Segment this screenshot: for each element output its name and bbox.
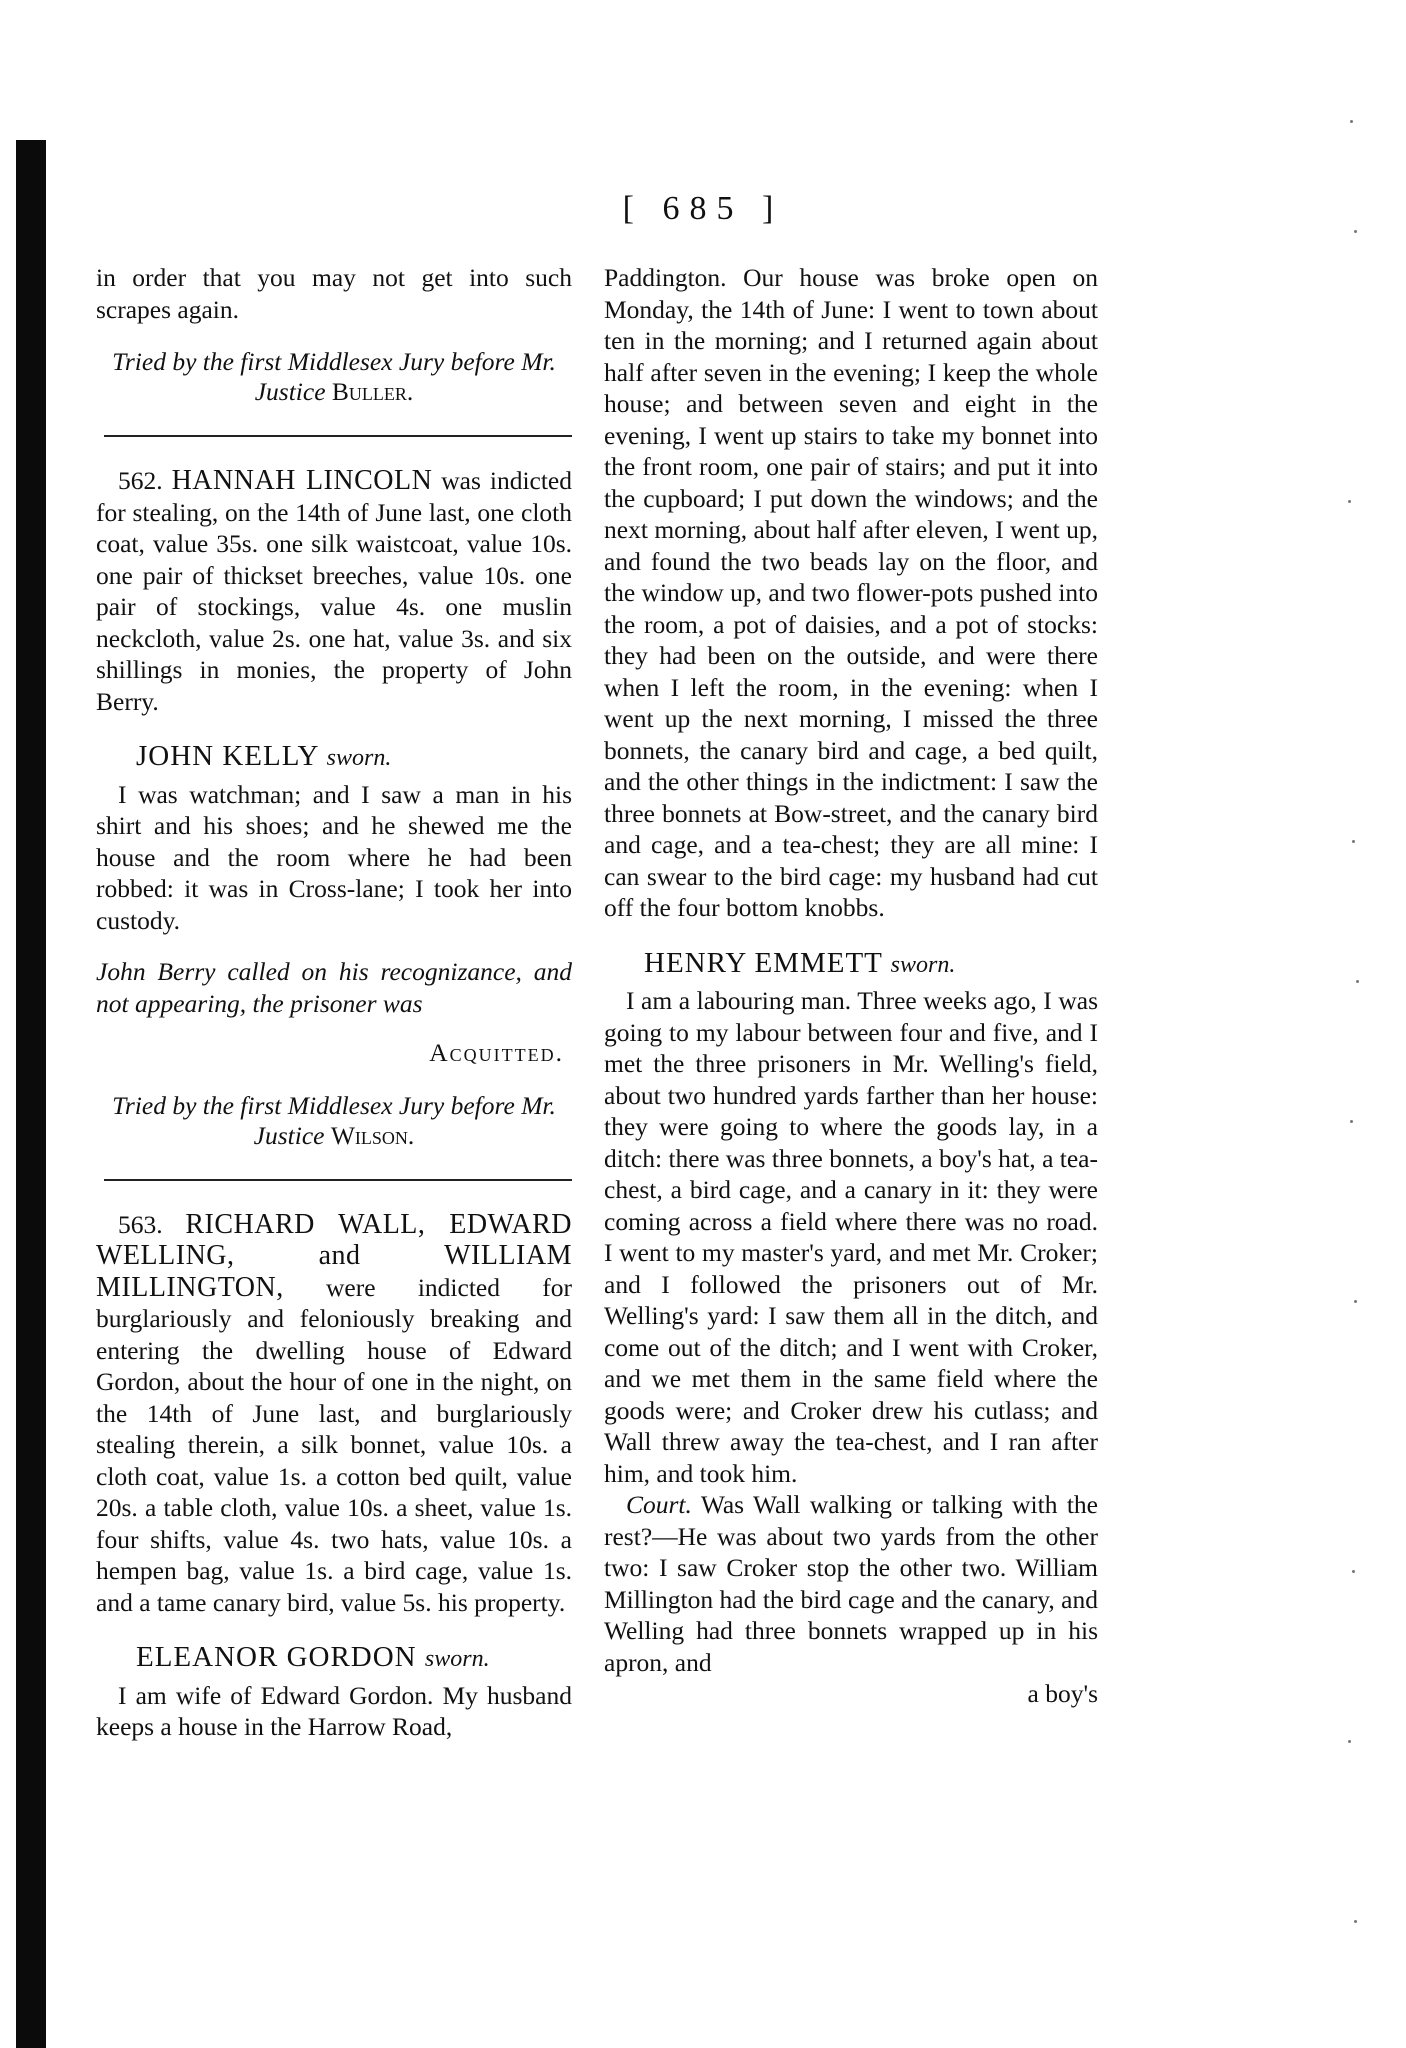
witness-name-3: HENRY EMMETT bbox=[644, 946, 883, 979]
witness-heading-2 bbox=[136, 1642, 572, 1676]
recognizance-note: John Berry called on his recognizance, and not appearing, the prisoner was bbox=[96, 957, 572, 1018]
left-column bbox=[96, 262, 572, 1743]
tried-note-1-prefix: Tried by the first Middlesex Jury before Mr. Justice bbox=[112, 347, 556, 406]
court-text: Was Wall walking or talking with the rest?—He was about two yards from the other two: I saw Croker stop the other two. William Millington had the bird cage and the canary, and Welling had three bonnets wrapped up in his apron, and bbox=[604, 1490, 1098, 1677]
right-column bbox=[604, 262, 1098, 1710]
opening-text: in order that you may not get into such scrapes again. bbox=[96, 263, 572, 324]
tried-note-2 bbox=[96, 1091, 572, 1151]
binding-shadow bbox=[16, 140, 46, 2048]
witness-sworn-3: sworn. bbox=[890, 951, 956, 978]
witness-sworn-1: sworn. bbox=[326, 745, 392, 771]
testimony-2: I am wife of Edward Gordon. My husband keeps a house in the Harrow Road, bbox=[96, 1680, 572, 1741]
scan-specks bbox=[1340, 120, 1370, 2020]
case-563-number: 563. bbox=[118, 1209, 163, 1239]
case-562-heading: HANNAH LINCOLN bbox=[171, 465, 433, 496]
witness-name-2: ELEANOR GORDON bbox=[136, 1641, 417, 1673]
catchword: a boy's bbox=[1027, 1679, 1098, 1708]
testimony-3: I am a labouring man. Three weeks ago, I was going to my labour between four and five, and I met the three prisoners in Mr. Welling's field, about two hundred yards farther than her house: they were going to where the goods lay, in a ditch: there was three bonnets, a boy's hat, a tea-chest, a bird cage, and a canary in it: they were coming across a field where there was no road. I went to my master's yard, and met Mr. Croker; and I followed the prisoners out of Mr. Welling's yard: I saw them all in the ditch, and come out of the ditch; and I went with Croker, and we met them in the same field where the goods were; and Croker drew his cutlass; and Wall threw away the tea-chest, and I ran after him, and took him. bbox=[604, 986, 1098, 1488]
judge-name-1: Buller. bbox=[331, 377, 414, 406]
testimony-2-continued: Paddington. Our house was broke open on Monday, the 14th of June: I went to town about ten in the morning; and I returned again about half after seven in the evening; I keep the whole house; and between seven and eight in the evening, I went up stairs to take my bonnet into the front room, one pair of stairs; and put it into the cupboard; I put down the windows; and the next morning, about half after eleven, I went up, and found the two beads lay on the floor, and the window up, and two flower-pots pushed into the room, a pot of daisies, and a pot of stocks: they had been on the outside, and were there when I left the room, in the evening: when I went up the next morning, I missed the three bonnets, the canary bird and cage, a bed quilt, and the other things in the indictment: I saw the three bonnets at Bow-street, and the canary bird and cage, and a tea-chest; they are all mine: I can swear to the bird cage: my husband had cut off the four bottom knobbs. bbox=[604, 263, 1098, 922]
witness-heading-3 bbox=[644, 948, 1098, 982]
case-563-heading: RICHARD WALL, EDWARD WELLING, and WILLIAM MILLINGTON, bbox=[96, 1208, 572, 1303]
case-563-text: were indicted for burglariously and feloniously breaking and entering the dwelling house of Edward Gordon, about the hour of one in the night, on the 14th of June last, and burglariously stealing therein, a silk bonnet, value 10s. a cloth coat, value 1s. a cotton bed quilt, value 20s. a table cloth, value 10s. a sheet, value 1s. four shifts, value 4s. two hats, value 10s. a hempen bag, value 1s. a bird cage, value 1s. and a tame canary bird, value 5s. his property. bbox=[96, 1272, 572, 1617]
verdict: Acquitted. bbox=[429, 1038, 564, 1067]
case-563 bbox=[96, 1209, 572, 1619]
tried-note-2-prefix: Tried by the first Middlesex Jury before Mr. Justice bbox=[112, 1090, 556, 1150]
testimony-1: I was watchman; and I saw a man in his shirt and his shoes; and he shewed me the house and the room where he had been robbed: it was in Cross-lane; I took her into custody. bbox=[96, 779, 572, 935]
witness-heading-1 bbox=[136, 741, 572, 775]
case-562 bbox=[96, 465, 572, 717]
case-562-text: was indicted for stealing, on the 14th of June last, one cloth coat, value 35s. one silk waistcoat, value 10s. one pair of thickset breeches, value 10s. one pair of stockings, value 4s. one muslin neckcloth, value 2s. one hat, value 3s. and six shillings in monies, the property of John Berry. bbox=[96, 466, 572, 716]
judge-name-2: Wilson. bbox=[330, 1120, 415, 1150]
tried-note-1 bbox=[96, 347, 572, 407]
witness-sworn-2: sworn. bbox=[424, 1646, 490, 1672]
page-number: [ 685 ] bbox=[622, 190, 784, 227]
section-divider-2 bbox=[104, 1179, 572, 1181]
section-divider-1 bbox=[104, 435, 572, 437]
court-question bbox=[604, 1489, 1098, 1678]
witness-name-1: JOHN KELLY bbox=[136, 740, 319, 772]
court-label: Court. bbox=[626, 1490, 692, 1519]
case-562-number: 562. bbox=[118, 466, 163, 495]
